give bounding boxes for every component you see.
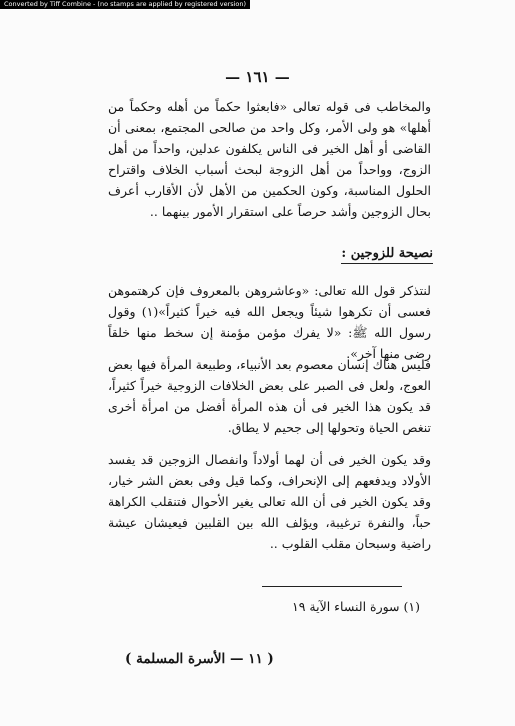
footnote-divider	[262, 586, 402, 587]
paragraph-text: والمخاطب فى قوله تعالى «فابعثوا حكماً من أهله وحكماً من أهلها» هو ولى الأمر، وكل واحد من صالحى المجتمع، بمعنى أن القاضى أو أهل الخير فى الناس يكلفون عدلين، واحداً من أهل الزوج، وواحداً من أهل الزوجة لبحث أسباب الخلاف واقتراح الحلول المناسبة، وكون الحكمين من الأهل لأن الأقارب أعرف بحال الزوجين وأشد حرصاً على استقرار الأمور بينهما ..	[108, 99, 431, 219]
section-heading: نصيحة للزوجين :	[341, 246, 433, 264]
paragraph-quran-hadith	[108, 280, 431, 364]
paragraph-text: وقد يكون الخير فى أن لهما أولاداً وانفصال الزوجين قد يفسد الأولاد ويدفعهم إلى الإنحراف، وكما قيل وفى بعض الشر خيار، وقد يكون الخير فى أن الله تعالى يغير الأحوال فتنقلب الكراهة حباً، والنفرة ترغيبة، ويؤلف الله بين القلبين فيعيشان عيشة راضية وسبحان مقلب القلوب ..	[108, 452, 431, 551]
page-number: — ١٦١ —	[225, 68, 290, 86]
converter-banner: Converted by Tiff Combine - (no stamps are applied by registered version)	[0, 0, 250, 9]
paragraph-arbitration	[108, 96, 431, 222]
paragraph-text: فليس هناك إنسان معصوم بعد الأنبياء، وطبيعة المرأة فيها بعض العوج، ولعل فى الصبر على بعض الخلافات الزوجية خيراً كثيراً، قد يكون هذا الخير فى أن هذه المرأة أفضل من امرأة أخرى تنغص الحياة وتحولها إلى جحيم لا يطاق.	[108, 357, 431, 435]
paragraph-patience	[108, 354, 431, 438]
paragraph-children	[108, 449, 431, 554]
book-reference: ( ١١ — الأسرة المسلمة )	[125, 651, 274, 667]
footnote: (١) سورة النساء الآية ١٩	[291, 599, 420, 614]
paragraph-text: لنتذكر قول الله تعالى: «وعاشروهن بالمعروف فإن كرهتموهن فعسى أن تكرهوا شيئاً ويجعل الله فيه خيراً كثيراً»(١) وقول رسول الله ﷺ: «لا يفرك مؤمن مؤمنة إن سخط منها خلقاً رضى منها آخر».	[108, 283, 431, 361]
